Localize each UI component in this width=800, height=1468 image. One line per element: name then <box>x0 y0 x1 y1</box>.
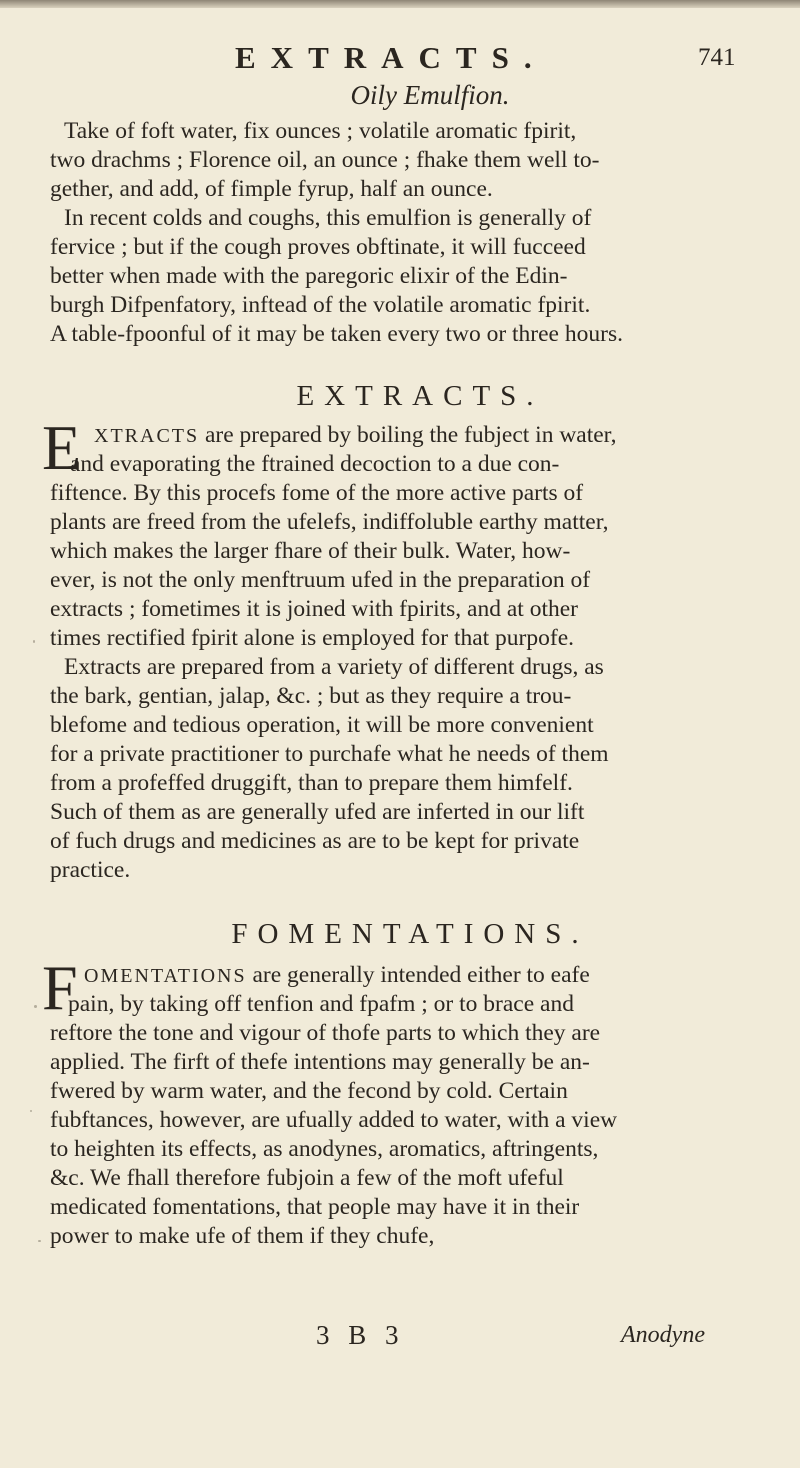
running-head-title: EXTRACTS. <box>235 40 547 75</box>
extracts-line: fiftence. By this procefs fome of the more active parts of <box>50 480 584 506</box>
paper-speck <box>33 640 35 643</box>
emulsion-line: fervice ; but if the cough proves obftinate, it will fucceed <box>50 234 586 260</box>
fomentations-heading: FOMENTATIONS. <box>231 918 589 950</box>
fomentations-line: are generally intended either to eafe <box>246 962 590 988</box>
paper-speck <box>34 1005 37 1008</box>
fomentations-line: applied. The firft of thefe intentions may generally be an- <box>50 1049 590 1075</box>
emulsion-line: gether, and add, of fimple fyrup, half an ounce. <box>50 176 493 202</box>
extracts-line: Such of them as are generally ufed are inferted in our lift <box>50 799 585 825</box>
fomentations-line: medicated fomentations, that people may have it in their <box>50 1194 580 1220</box>
extracts-dropcap: E <box>42 412 82 483</box>
page-top-edge <box>0 0 800 8</box>
fomentations-line: pain, by taking off tenfion and fpafm ; or to brace and <box>68 991 574 1017</box>
extracts-line: plants are freed from the ufelefs, indiffoluble earthy matter, <box>50 509 609 535</box>
extracts-line: from a profeffed druggift, than to prepare them himfelf. <box>50 770 573 796</box>
fomentations-line: to heighten its effects, as anodynes, aromatics, aftringents, <box>50 1136 599 1162</box>
extracts-line: for a private practitioner to purchafe what he needs of them <box>50 741 609 767</box>
extracts-line: are prepared by boiling the fubject in water, <box>199 422 617 448</box>
fomentations-line: fubftances, however, are ufually added to water, with a view <box>50 1107 618 1133</box>
extracts-line: of fuch drugs and medicines as are to be kept for private <box>50 828 580 854</box>
signature-mark: 3 B 3 <box>316 1320 405 1350</box>
fomentations-dropcap: F <box>42 952 78 1023</box>
emulsion-line: In recent colds and coughs, this emulfion is generally of <box>64 205 592 231</box>
paper-speck <box>38 1240 41 1242</box>
extracts-line: blefome and tedious operation, it will be more convenient <box>50 712 594 738</box>
extracts-lead-caps: XTRACTS <box>94 425 200 447</box>
extracts-line: ever, is not the only menftruum ufed in the preparation of <box>50 567 591 593</box>
emulsion-title: Oily Emulfion. <box>350 80 510 110</box>
page-number: 741 <box>698 44 736 71</box>
fomentations-line: fwered by warm water, and the fecond by cold. Certain <box>50 1078 568 1104</box>
emulsion-line: Take of foft water, fix ounces ; volatile aromatic fpirit, <box>64 118 577 144</box>
extracts-line: practice. <box>50 857 131 883</box>
fomentations-line: reftore the tone and vigour of thofe parts to which they are <box>50 1020 601 1046</box>
emulsion-line: A table-fpoonful of it may be taken every two or three hours. <box>50 321 623 347</box>
paper-speck <box>30 1110 32 1112</box>
extracts-line: the bark, gentian, jalap, &c. ; but as they require a trou- <box>50 683 572 709</box>
fomentations-line: &c. We fhall therefore fubjoin a few of the moft ufeful <box>50 1165 564 1191</box>
extracts-line: Extracts are prepared from a variety of different drugs, as <box>64 654 604 680</box>
fomentations-lead-caps: OMENTATIONS <box>84 965 247 987</box>
extracts-line: times rectified fpirit alone is employed for that purpofe. <box>50 625 575 651</box>
extracts-line: and evaporating the ftrained decoction to a due con- <box>70 451 560 477</box>
extracts-line: extracts ; fometimes it is joined with fpirits, and at other <box>50 596 578 622</box>
extracts-first-line <box>94 420 616 451</box>
catchword: Anodyne <box>621 1322 705 1348</box>
emulsion-line: two drachms ; Florence oil, an ounce ; fhake them well to- <box>50 147 600 173</box>
fomentations-line: power to make ufe of them if they chufe, <box>50 1223 435 1249</box>
extracts-heading: EXTRACTS. <box>296 380 544 412</box>
emulsion-line: burgh Difpenfatory, inftead of the volatile aromatic fpirit. <box>50 292 591 318</box>
running-head <box>0 40 800 76</box>
extracts-line: which makes the larger fhare of their bulk. Water, how- <box>50 538 571 564</box>
emulsion-line: better when made with the paregoric elixir of the Edin- <box>50 263 568 289</box>
fomentations-first-line <box>84 960 590 991</box>
